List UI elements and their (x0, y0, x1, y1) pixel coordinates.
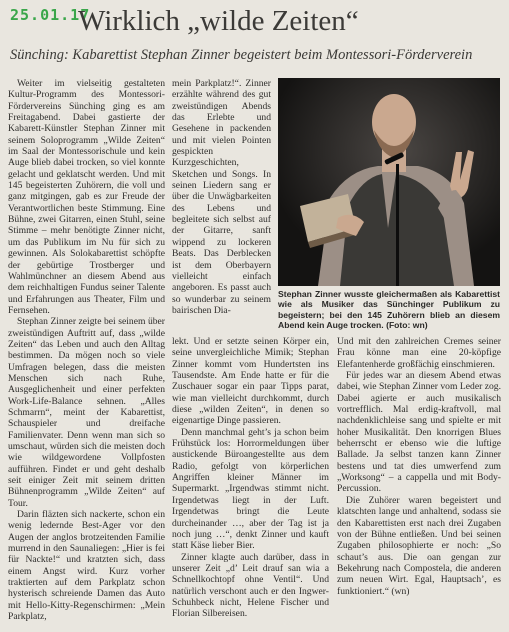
paragraph: Zinner klagte auch darüber, dass in unserer Zeit „d’ Leit drauf san wia a Schnellkochtopf ohne Ventil“. Und natürlich verschont auch er den Ingwer-Schuhbeck nicht, Helene Fischer und Florian Silbereisen. (172, 551, 329, 620)
handwritten-date-stamp: 25.01.17 (10, 6, 91, 24)
paragraph: mein Parkplatz!“. Zinner erzählte während des gut zweistündigen Abends das Erlebte und Gesehene in packenden und mit vielen Pointen gespickten Kurzgeschichten, Sketchen und Songs. In seinen Liedern sang er über die Unwägbarkeiten des Lebens und begleitete sich selbst auf der Gitarre, sanft wippend zu lockeren Beats. Das Derblecken ist dem Oberbayern vielleicht einfach angeboren. Es passt auch so wunderbar zu seinem bairischen Dia- (172, 78, 271, 316)
paragraph: Denn manchmal geht’s ja schon beim Frühstück los: Horrormeldungen über austickende Büroangestellte aus dem Radio, gefolgt von körperlichen Angriffen kleiner Männer im Supermarkt. „Irgendwas stimmt nicht. Irgendetwas liegt in der Luft. Irgendetwas bringt die Leute durcheinander …, aber der Tag ist ja noch jung …“, denkt Zinner und kauft statt Käse lieber Bier. (172, 426, 329, 552)
paragraph: Für jedes war an diesem Abend etwas dabei, wie Stephan Zinner vom Leder zog. Dabei agierte er auch musikalisch vortrefflich. Mal erdig-kraftvoll, mal nachdenklichleise sang und spielte er mit hoher Musikalität. Den knorrigen Blues beherrscht er ebenso wie die luftige Ballade. Ja selbst tanzen kann Zinner bestens und tat dies umwerfend zum „Worksong“ – a cappella und mit Body-Percussion. (337, 370, 501, 495)
article-column-2-top (172, 78, 271, 332)
article-column-2-bottom (172, 336, 329, 628)
paragraph: Und mit den zahlreichen Cremes seiner Frau könne man eine 20-köpfige Elefantenherde großfächig einschmieren. (337, 336, 501, 370)
article-column-3 (337, 336, 501, 628)
paragraph: Stephan Zinner zeigte bei seinem über zweistündigen Auftritt auf, dass „wilde Zeiten“ das Leben und auch den Alltag bestimmen. Da mögen noch so viele Umfragen belegen, dass die meisten Menschen sich nach Ruhe, Ausgeglichenheit und einer perfekten Work-Life-Balance sehnen. „Alles Schmarrn“, meint der Kabarettist, Schauspieler und dreifache Familienvater. Denn wenn man sich so umschaut, würden sich die meisten doch wie wildgewordene Vollpfosten aufführen. Findet er und geht deshalb seit einiger Zeit mit seinem dritten Bühnenprogramm „Wilde Zeiten“ auf Tour. (8, 316, 165, 509)
photo-illustration (278, 78, 500, 286)
article-subheadline: Sünching: Kabarettist Stephan Zinner begeistert beim Montessori-Förderverein (10, 47, 473, 63)
paragraph: Weiter im vielseitig gestalteten Kultur-Programm des Montessori-Fördervereins Sünching ging es am Freitagabend. Dabei gastierte der Kabarett-Künstler Stephan Zinner mit seinem Soloprogramm „Wilde Zeiten“ im Saal der Montessorischule und kein Auge blieb dabei trocken, so viel konnte gelacht und geklatscht werden. Und mit 145 begeisterten Zuhörern, die voll und ganz mitgingen, gab es zur Freude der Verantwortlichen beste Stimmung. Eine Bühne, zwei Gitarren, einen Stuhl, seine Stimme – mehr benötigte Zinner nicht, um das Publikum im Nu für sich zu gewinnen. Als Solokabarettist schöpfte der gebürtige Trostberger und Wahlmünchner an diesem Abend aus dem reichhaltigen Fundus seiner Talente und Erfahrungen aus Theater, Film und Fernsehen. (8, 78, 165, 316)
paragraph: lekt. Und er setzte seinen Körper ein, seine unvergleichliche Mimik; Stephan Zinner kommt vom Hundertsten ins Tausendste. Am Ende hatte er für die Zuschauer sogar ein paar Tipps parat, wie man vielleicht durchkommt, durch diese „wilden Zeiten“, in denen so eigenartige Dinge passieren. (172, 336, 329, 427)
paragraph: Die Zuhörer waren begeistert und klatschten lange und anhaltend, sodass sie den Kabarettisten erst nach drei Zugaben von der Bühne entließen. Und bei seinen Zugaben philosophierte er noch: „So schaut’s aus. Die oan gengan zur Bekehrung nach Compostela, die anderen zum neuen Wirt. Egal, Hauptsach’, es funktioniert.“ (wn) (337, 494, 501, 597)
article-headline: Wirklich „wilde Zeiten“ (78, 5, 359, 37)
performer-photo (278, 78, 500, 286)
article-column-1 (8, 78, 165, 626)
photo-caption: Stephan Zinner wusste gleichermaßen als Kabarettist wie als Musiker das Sünchinger Publikum zu begeistern; bei den 145 Zuhörern blieb an diesem Abend kein Auge trocken. (Foto: wn) (278, 289, 500, 331)
paragraph: Darin fläzten sich nackerte, schon ein wenig ledernde Best-Ager vor den Augen der anglos brotzeitenden Familie murrend in den Saunaliegen: „Hier is fei für Nackte!“ und kratzten sich, dass einem Angst wird. Kurz vorher traktierten auf dem Parkplatz schon hysterisch schreiende Damen das Auto mit Hello-Kitty-Regenschirmen: „Mein Parkplatz, (8, 509, 165, 623)
